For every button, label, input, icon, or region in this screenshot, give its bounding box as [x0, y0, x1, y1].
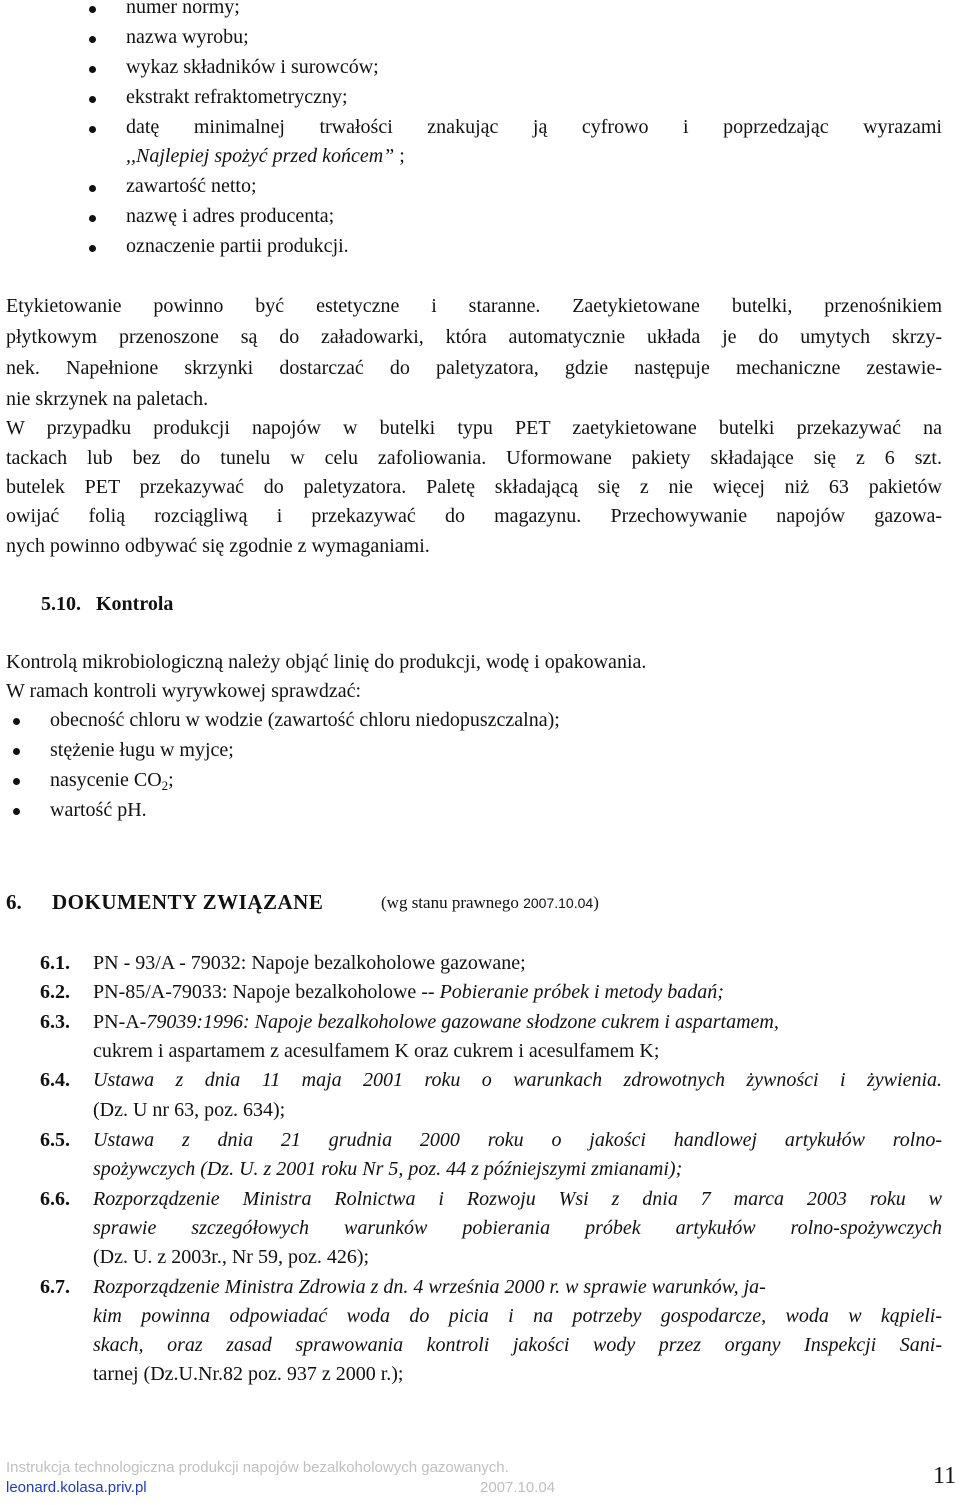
- paragraph-line: W przypadku produkcji napojów w butelki typu PET zaetykietowane butelki przekazywać na: [6, 417, 942, 439]
- list-item: nasycenie $CO_2$;: [50, 769, 174, 793]
- bullet: [89, 66, 96, 73]
- reference-number: 6.4.: [40, 1069, 70, 1091]
- bullet: [89, 36, 96, 43]
- reference-number: 6.6.: [40, 1188, 70, 1210]
- reference-text: kim powinna odpowiadać woda do picia i na potrzeby gospodarcze, woda w kąpieli-: [93, 1305, 942, 1327]
- list-item: numer normy;: [126, 0, 240, 18]
- reference-text: PN-A-79039:1996: Napoje bezalkoholowe gazowane słodzone cukrem i aspartamem,: [93, 1011, 779, 1033]
- bullet: [13, 748, 20, 755]
- section-title: Kontrola: [96, 593, 174, 615]
- reference-text: skach, oraz zasad sprawowania kontroli jakości wody przez organy Inspekcji Sani-: [93, 1334, 942, 1356]
- paragraph-line: tackach lub bez do tunelu w celu zafoliowania. Uformowane pakiety składające się z 6 szt.: [6, 447, 942, 469]
- paragraph-line: Etykietowanie powinno być estetyczne i staranne. Zaetykietowane butelki, przenośnikiem: [6, 295, 942, 317]
- reference-number: 6.1.: [40, 952, 70, 974]
- section-number: 6.: [6, 890, 22, 914]
- list-item: stężenie ługu w myjce;: [50, 739, 234, 761]
- reference-text: tarnej (Dz.U.Nr.82 poz. 937 z 2000 r.);: [93, 1363, 404, 1385]
- list-item: oznaczenie partii produkcji.: [126, 235, 349, 257]
- list-item: nazwę i adres producenta;: [126, 205, 335, 227]
- paragraph-line: nych powinno odbywać się zgodnie z wymaganiami.: [6, 535, 430, 557]
- bullet: [89, 126, 96, 133]
- list-item: zawartość netto;: [126, 175, 257, 197]
- bullet: [89, 96, 96, 103]
- reference-text: PN-85/A-79033: Napoje bezalkoholowe -- Pobieranie próbek i metody badań;: [93, 981, 724, 1003]
- footer-link[interactable]: leonard.kolasa.priv.pl: [6, 1479, 147, 1496]
- list-item: ekstrakt refraktometryczny;: [126, 86, 348, 108]
- bullet: [13, 718, 20, 725]
- list-item: wykaz składników i surowców;: [126, 56, 379, 78]
- reference-number: 6.2.: [40, 981, 70, 1003]
- paragraph-line: Kontrolą mikrobiologiczną należy objąć linię do produkcji, wodę i opakowania.: [6, 651, 647, 673]
- reference-text: PN - 93/A - 79032: Napoje bezalkoholowe gazowane;: [93, 952, 526, 974]
- list-item: obecność chloru w wodzie (zawartość chloru niedopuszczalna);: [50, 709, 560, 731]
- quoted-phrase: ,,Najlepiej spożyć przed końcem”: [126, 145, 395, 167]
- reference-text: Rozporządzenie Ministra Zdrowia z dn. 4 września 2000 r. w sprawie warunków, ja-: [93, 1276, 766, 1298]
- paragraph-line: owijać folią rozciągliwą i przekazywać do magazynu. Przechowywanie napojów gazowa-: [6, 505, 942, 527]
- list-item: nazwa wyrobu;: [126, 26, 249, 48]
- bullet: [13, 808, 20, 815]
- bullet: [89, 185, 96, 192]
- reference-number: 6.5.: [40, 1129, 70, 1151]
- footer-title: Instrukcja technologiczna produkcji napojów bezalkoholowych gazowanych.: [6, 1459, 509, 1476]
- section-number: 5.10.: [41, 593, 81, 615]
- reference-text: spożywczych (Dz. U. z 2001 roku Nr 5, poz. 44 z późniejszymi zmianami);: [93, 1158, 683, 1180]
- reference-number: 6.3.: [40, 1011, 70, 1033]
- reference-text: Ustawa z dnia 21 grudnia 2000 roku o jakości handlowej artykułów rolno-: [93, 1129, 942, 1151]
- paragraph-line: W ramach kontroli wyrywkowej sprawdzać:: [6, 680, 362, 702]
- reference-text: Ustawa z dnia 11 maja 2001 roku o warunkach zdrowotnych żywności i żywienia.: [93, 1069, 942, 1091]
- section-note: (wg stanu prawnego 2007.10.04): [381, 893, 599, 912]
- bullet: [13, 778, 20, 785]
- list-item: wartość pH.: [50, 799, 147, 821]
- bullet: [89, 215, 96, 222]
- reference-text: cukrem i aspartamem z acesulfamem K oraz cukrem i acesulfamem K;: [93, 1040, 660, 1062]
- reference-text: (Dz. U. z 2003r., Nr 59, poz. 426);: [93, 1246, 370, 1268]
- bullet: [89, 6, 96, 13]
- section-title: DOKUMENTY ZWIĄZANE: [52, 890, 324, 914]
- page-number: 11: [933, 1463, 957, 1489]
- reference-text: Rozporządzenie Ministra Rolnictwa i Rozwoju Wsi z dnia 7 marca 2003 roku w: [93, 1188, 942, 1210]
- bullet: [89, 245, 96, 252]
- reference-number: 6.7.: [40, 1276, 70, 1298]
- list-item: datę minimalnej trwałości znakując ją cyfrowo i poprzedzając wyrazami: [126, 116, 942, 138]
- paragraph-line: nek. Napełnione skrzynki dostarczać do paletyzatora, gdzie następuje mechaniczne zestawie-: [6, 357, 942, 379]
- reference-text: sprawie szczegółowych warunków pobierania próbek artykułów rolno-spożywczych: [93, 1217, 942, 1239]
- footer-date: 2007.10.04: [480, 1479, 556, 1496]
- paragraph-line: butelek PET przekazywać do paletyzatora. Paletę składającą się z nie więcej niż 63 pakietów: [6, 476, 942, 498]
- paragraph-line: nie skrzynek na paletach.: [6, 388, 209, 410]
- reference-text: (Dz. U nr 63, poz. 634);: [93, 1099, 286, 1121]
- paragraph-line: płytkowym przenoszone są do załadowarki, która automatycznie układa je do umytych skrzy-: [6, 326, 942, 348]
- list-item-continuation: ,,Najlepiej spożyć przed końcem” ;: [126, 145, 405, 167]
